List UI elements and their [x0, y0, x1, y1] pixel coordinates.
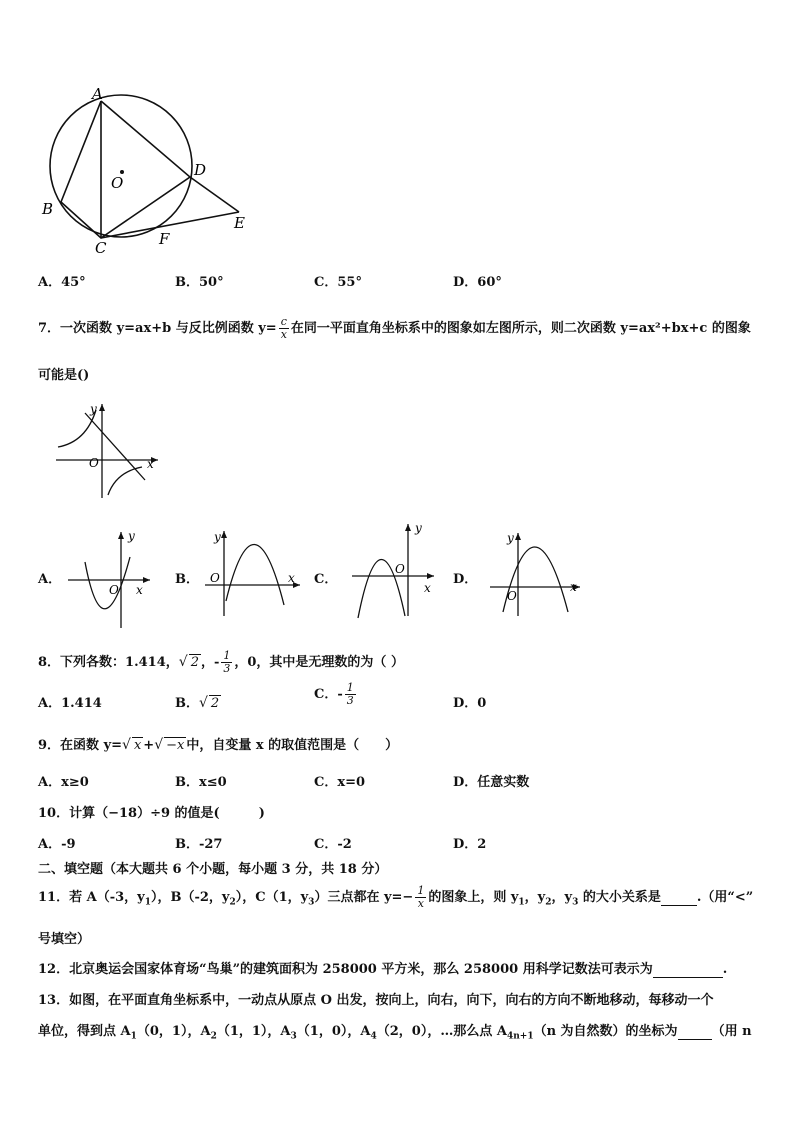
q9-option-c[interactable]: C．x=0: [314, 775, 366, 790]
q7-ref-o-label: O: [89, 456, 99, 470]
q11-s3: 3: [308, 897, 315, 908]
q8-sqrt-value: 2: [190, 655, 199, 670]
q11-stem: [38, 885, 753, 910]
label-c: C: [95, 239, 107, 255]
q13-stem: 13．如图，在平面直角坐标系中，一动点从原点 O 出发，按向上，向右，向下，向右的方向不断地移动，每移动一个: [38, 993, 714, 1008]
q11-frac-num: 1: [417, 884, 425, 897]
graph-c-x: x: [424, 581, 431, 595]
label-f: F: [159, 230, 170, 248]
q8-opt-c-label: C．-: [314, 687, 343, 702]
q9-stem: [38, 734, 398, 753]
label-b: B: [42, 200, 54, 218]
q8-option-c[interactable]: [314, 682, 358, 707]
q11-frac-den: x: [417, 897, 424, 910]
label-o: O: [111, 174, 124, 192]
q6-option-b[interactable]: B．50°: [175, 275, 224, 290]
q7-graph-a[interactable]: [62, 527, 154, 630]
section-heading: 二、填空题（本大题共 6 个小题，每小题 3 分，共 18 分）: [38, 862, 388, 877]
sqrt-icon: √: [178, 654, 188, 670]
q9-sqrt2: −x: [166, 738, 185, 753]
q11-t0: 11．若 A（-3，y: [38, 890, 145, 905]
q13-s3: 3: [290, 1031, 297, 1042]
q7-reference-graph: [50, 398, 165, 500]
q7-stem: [38, 316, 751, 341]
q11-t8: .（用“<”: [696, 890, 754, 905]
q11-t4: 的图象上，则 y: [428, 890, 519, 905]
q6-option-d[interactable]: D．60°: [453, 275, 502, 290]
q9-text-pre: 9．在函数 y=: [38, 738, 123, 753]
q12-answer-blank[interactable]: [653, 962, 723, 978]
q13-e: （2，0），…那么点 A: [376, 1024, 507, 1039]
q7-graph-b[interactable]: [200, 525, 305, 620]
q13-s1: 1: [130, 1031, 137, 1042]
graph-d-x: x: [570, 580, 577, 594]
q9-option-b[interactable]: B．x≤0: [175, 775, 227, 790]
q8-opt-c-den: 3: [346, 694, 354, 707]
q11-s1: 1: [144, 897, 151, 908]
q7-stem-line2: 可能是(): [38, 368, 90, 383]
q10-option-c[interactable]: C．-2: [314, 837, 352, 852]
q11-t1: ），B（-2，y: [150, 890, 230, 905]
q13-b: （0，1），A: [136, 1024, 211, 1039]
q7-option-d[interactable]: D．: [453, 572, 478, 587]
q7-ref-y-label: y: [90, 402, 97, 416]
q7-frac-num: c: [279, 316, 289, 329]
graph-a-x: x: [136, 583, 143, 597]
q7-graph-c[interactable]: [348, 520, 440, 620]
q13-a: 单位，得到点 A: [38, 1024, 131, 1039]
q13-s4: 4: [370, 1031, 377, 1042]
q11-stem-line2: 号填空）: [38, 932, 91, 947]
q8-text-mid: ，-: [200, 655, 220, 670]
graph-d-o: O: [507, 589, 517, 603]
q7-fraction: [279, 316, 289, 341]
q8-frac-num: 1: [223, 649, 231, 662]
q11-s2: 2: [229, 897, 236, 908]
q7-option-c[interactable]: C．: [314, 572, 338, 587]
q8-option-b[interactable]: [175, 692, 221, 711]
q13-s2: 2: [210, 1031, 217, 1042]
q8-opt-b-label: B．: [175, 696, 199, 711]
q13-g: （用 n: [711, 1024, 752, 1039]
q6-option-c[interactable]: C．55°: [314, 275, 362, 290]
q13-f: （n 为自然数）的坐标为: [533, 1024, 678, 1039]
label-a: A: [92, 85, 103, 103]
q8-opt-c-num: 1: [346, 681, 354, 694]
q8-text-post: ，0，其中是无理数的为（ ）: [234, 655, 404, 670]
q11-t3: ）三点都在 y=−: [314, 890, 414, 905]
q7-graph-d[interactable]: [486, 528, 586, 620]
sqrt-icon: √: [122, 737, 131, 753]
q11-t2: ），C（1，y: [235, 890, 309, 905]
q7-text-post: 在同一平面直角坐标系中的图象如左图所示，则二次函数 y=ax²+bx+c 的图象: [290, 321, 751, 336]
q12-stem: [38, 958, 727, 978]
q9-plus: +: [143, 738, 155, 753]
q10-option-a[interactable]: A．-9: [38, 837, 76, 852]
q13-answer-blank[interactable]: [678, 1024, 712, 1040]
q8-text-pre: 8．下列各数：1.414，: [38, 655, 179, 670]
q6-option-a[interactable]: A．45°: [38, 275, 86, 290]
graph-d-y: y: [507, 531, 514, 545]
sqrt-icon: √: [199, 695, 208, 711]
q11-answer-blank[interactable]: [661, 890, 697, 906]
q12-end: .: [722, 962, 728, 977]
q8-opt-c-fraction: [345, 682, 356, 707]
q7-option-b[interactable]: B．: [175, 572, 199, 587]
q8-frac-den: 3: [223, 662, 231, 675]
q9-option-a[interactable]: A．x≥0: [38, 775, 89, 790]
q11-t7: 的大小关系是: [578, 890, 661, 905]
q9-option-d[interactable]: D．任意实数: [453, 775, 530, 790]
graph-a-y: y: [128, 529, 135, 543]
q11-t5: ，y: [524, 890, 546, 905]
q8-option-a[interactable]: A．1.414: [38, 696, 102, 711]
q7-option-a[interactable]: A．: [38, 572, 62, 587]
q13-stem-line2: [38, 1020, 752, 1042]
q8-stem: [38, 650, 404, 675]
sqrt-icon: √: [154, 737, 164, 753]
circle-o: [50, 95, 192, 237]
q11-t6: ，y: [551, 890, 573, 905]
q8-fraction: [221, 650, 232, 675]
graph-b-y: y: [214, 530, 221, 544]
q11-u2: 2: [545, 897, 552, 908]
q10-option-b[interactable]: B．-27: [175, 837, 223, 852]
graph-a-o: O: [109, 583, 119, 597]
segment-de: [190, 177, 239, 212]
q10-stem: 10．计算（−18）÷9 的值是( ): [38, 806, 265, 821]
label-e: E: [234, 214, 245, 232]
graph-b-o: O: [210, 571, 220, 585]
q12-text: 12．北京奥运会国家体育场“鸟巢”的建筑面积为 258000 平方米，那么 258000 用科学记数法可表示为: [38, 962, 653, 977]
q8-option-d[interactable]: D．0: [453, 696, 487, 711]
graph-b-x: x: [288, 571, 295, 585]
q7-text-pre: 7．一次函数 y=ax+b 与反比例函数 y=: [38, 321, 277, 336]
graph-c-y: y: [415, 521, 422, 535]
q11-fraction: [415, 885, 426, 910]
q11-u1: 1: [518, 897, 525, 908]
q9-text-post: 中，自变量 x 的取值范围是（ ）: [186, 738, 399, 753]
segment-ce: [101, 212, 239, 238]
q11-u3: 3: [572, 897, 579, 908]
q9-sqrt1: x: [133, 738, 142, 753]
q7-frac-den: x: [280, 328, 287, 341]
graph-c-o: O: [395, 562, 405, 576]
q10-option-d[interactable]: D．2: [453, 837, 487, 852]
q8-opt-b-sqrt: 2: [210, 696, 220, 711]
q13-d: （1，0），A: [296, 1024, 371, 1039]
q13-s5: 4n+1: [506, 1031, 534, 1042]
q7-ref-x-label: x: [147, 457, 154, 471]
circle-figure: [30, 80, 260, 255]
label-d: D: [194, 161, 207, 179]
q13-c: （1，1），A: [216, 1024, 291, 1039]
